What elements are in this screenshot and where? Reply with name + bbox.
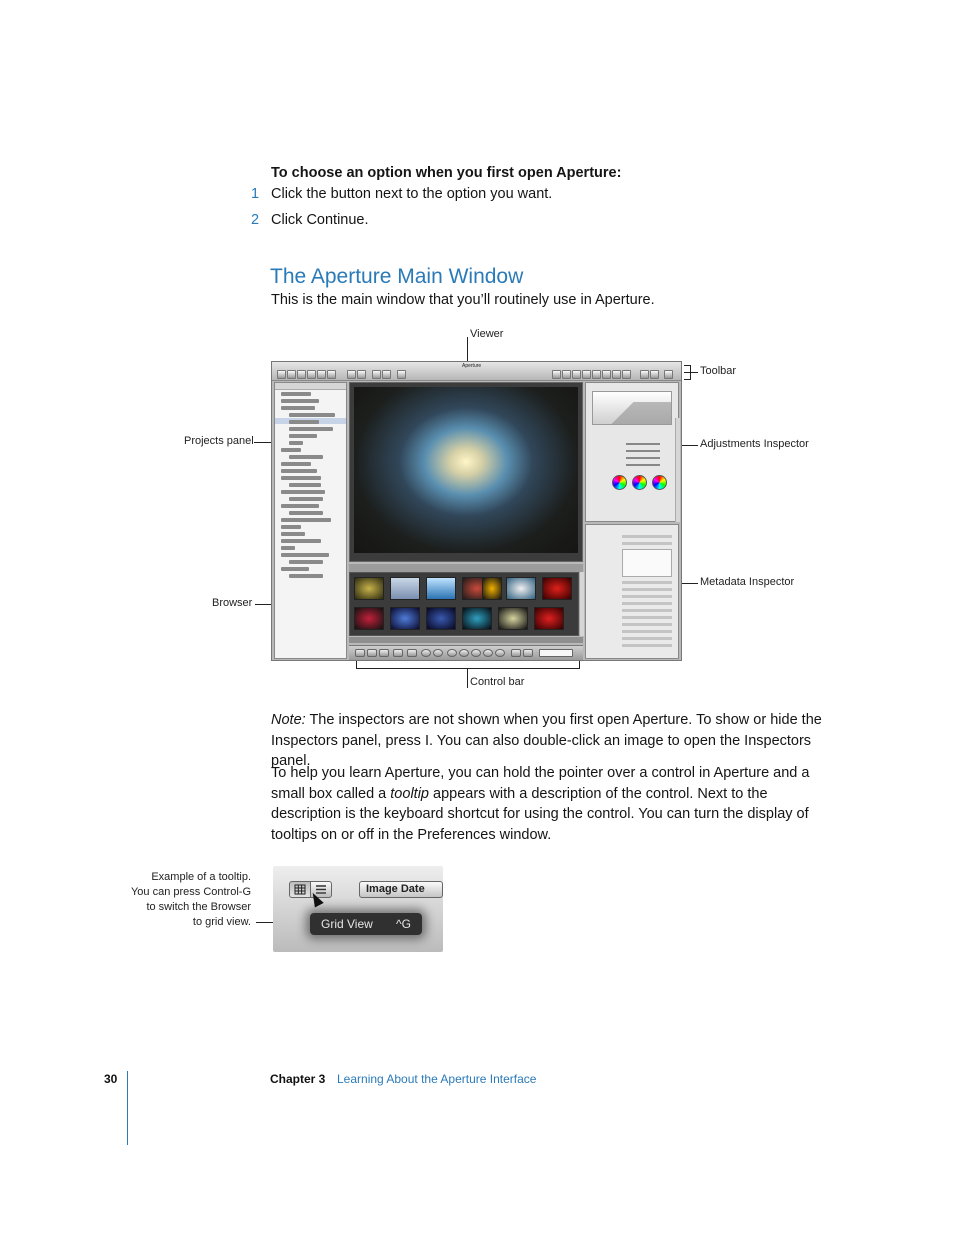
callout-line [680,583,698,584]
projects-panel [274,382,347,659]
callout-toolbar: Toolbar [700,365,737,377]
callout-line [684,365,691,366]
aperture-screenshot [271,361,682,661]
callout-line [680,445,698,446]
chapter-label: Chapter 3 [270,1072,326,1086]
footer-rule [127,1071,128,1145]
toolbar-icon [287,370,296,379]
callout-metadata-inspector: Metadata Inspector [700,576,795,588]
toolbar-icon [664,370,673,379]
metadata-inspector [585,524,679,659]
callout-line [579,661,580,669]
step-number: 1 [251,186,260,202]
browser-status [349,637,583,643]
callout-line [684,372,698,373]
note-text: The inspectors are not shown when you first open Aperture. To show or hide the Inspectors panel, press I. You can also double-click an image to open the Inspectors panel. [271,712,822,769]
callout-browser: Browser [212,597,253,609]
toolbar-icon [602,370,611,379]
toolbar-icon [307,370,316,379]
section-intro: This is the main window that you’ll routinely use in Aperture. [271,292,655,308]
note-label: Note: [271,712,306,728]
viewer [349,382,583,562]
tooltip-caption [131,870,251,930]
toolbar-icon [317,370,326,379]
window-title: Aperture [462,363,482,369]
toolbar-icon [650,370,659,379]
tooltip [310,913,422,935]
callout-line [684,379,691,380]
toolbar-icon [592,370,601,379]
callout-projects-panel: Projects panel [184,435,254,447]
toolbar-icon [397,370,406,379]
toolbar-icon [297,370,306,379]
browser [349,572,579,636]
toolbar-icon [612,370,621,379]
toolbar-icon [552,370,561,379]
chapter-title: Learning About the Aperture Interface [337,1072,537,1086]
tooltip-para-text: To help you learn Aperture, you can hold the pointer over a control in Aperture and a small box called a [271,765,810,802]
grid-icon [290,882,310,897]
viewer-photo [354,387,578,553]
toolbar-icon [572,370,581,379]
section-title: The Aperture Main Window [270,265,524,288]
step-text: Click Continue. [271,212,369,228]
toolbar-icon [382,370,391,379]
caption-line: to grid view. [192,916,251,928]
step-number: 2 [251,212,260,228]
caption-line: to switch the Browser [146,901,251,913]
tooltip-paragraph [271,763,823,845]
callout-line [356,661,357,669]
toolbar-icon [372,370,381,379]
step-text: Click the button next to the option you want. [271,186,553,202]
sort-popup[interactable]: Image Date [359,881,443,898]
tooltip-screenshot [273,866,443,952]
callout-viewer: Viewer [470,328,504,340]
toolbar-icon [277,370,286,379]
toolbar-icon [357,370,366,379]
toolbar-icon [582,370,591,379]
page-number: 30 [104,1072,118,1086]
control-bar [349,645,583,660]
steps-heading: To choose an option when you first open Aperture: [271,165,622,181]
toolbar-icon [562,370,571,379]
callout-line [356,668,580,669]
toolbar-icon [327,370,336,379]
callout-control-bar: Control bar [470,676,525,688]
caption-line: Example of a tooltip. [151,871,251,883]
tooltip-para-text: appears with a description of the control. Next to the description is the keyboard shortcut for using the control. You can turn the display of tooltips on or off in the Preferences window. [271,785,809,843]
callout-line [467,668,468,688]
tooltip-shortcut: ^G [396,917,411,931]
toolbar-icon [640,370,649,379]
toolbar-icon [347,370,356,379]
tooltip-term: tooltip [390,785,429,802]
caption-line: You can press Control-G [130,886,251,898]
callout-adjustments-inspector: Adjustments Inspector [700,438,809,450]
toolbar [272,362,681,381]
tooltip-name: Grid View [321,917,373,931]
adjustments-inspector [585,382,679,522]
callout-line [690,365,691,380]
toolbar-icon [622,370,631,379]
